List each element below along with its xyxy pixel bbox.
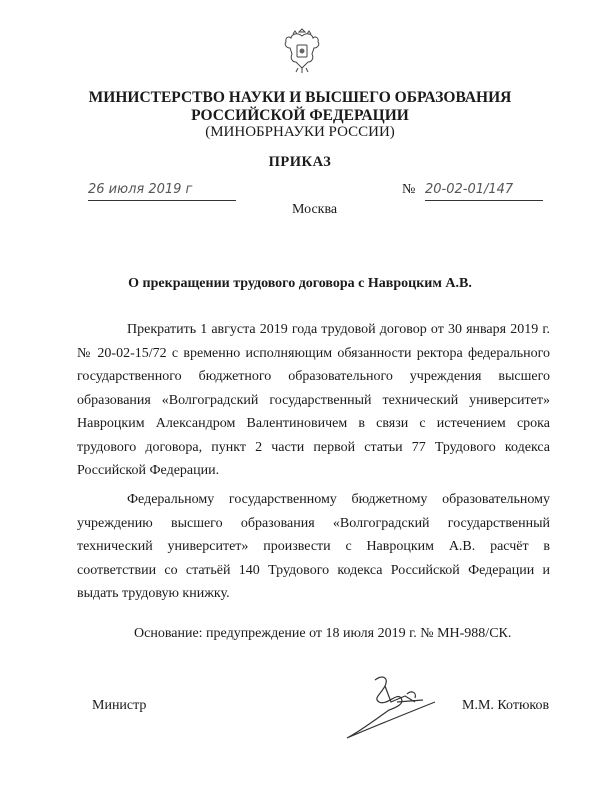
signatory-name: М.М. Котюков xyxy=(462,698,550,713)
order-date: 26 июля 2019 г xyxy=(88,182,236,201)
signatory-position: Министр xyxy=(92,698,147,713)
order-number: 20-02-01/147 xyxy=(425,182,543,201)
coat-of-arms-icon xyxy=(282,28,322,74)
city: Москва xyxy=(292,202,338,217)
document-type: ПРИКАЗ xyxy=(268,154,332,170)
ministry-name-line1: МИНИСТЕРСТВО НАУКИ И ВЫСШЕГО ОБРАЗОВАНИЯ xyxy=(88,89,512,106)
paragraph-2-text: Федеральному государственному бюджетному образовательному учреждению высшего образования «Волгоградский государственный технический университет» произвести с Навроцким А.В. расчёт в соответствии со статьёй 140 Трудового кодекса Российской Федерации и выдать трудовую книжку. xyxy=(77,492,550,601)
basis-line: Основание: предупреждение от 18 июля 2019 г. № МН-988/СК. xyxy=(134,626,512,641)
paragraph-1 xyxy=(77,318,550,483)
paragraph-2 xyxy=(77,488,550,606)
ministry-name-line2: РОССИЙСКОЙ ФЕДЕРАЦИИ xyxy=(191,107,409,124)
ministry-short-name: (МИНОБРНАУКИ РОССИИ) xyxy=(205,124,395,140)
number-sign: № xyxy=(402,182,416,197)
paragraph-1-text: Прекратить 1 августа 2019 года трудовой договор от 30 января 2019 г. № 20-02-15/72 с временно исполняющим обязанности ректора федерального государственного бюджетного образовательного учреждения высшего образования «Волгоградский государственный технический университет» Навроцким Александром Валентиновичем в связи с истечением срока трудового договора, пункт 2 части первой статьи 77 Трудового кодекса Российской Федерации. xyxy=(77,322,550,478)
signature-icon xyxy=(345,672,465,742)
order-subject: О прекращении трудового договора с Навроцким А.В. xyxy=(128,276,472,291)
